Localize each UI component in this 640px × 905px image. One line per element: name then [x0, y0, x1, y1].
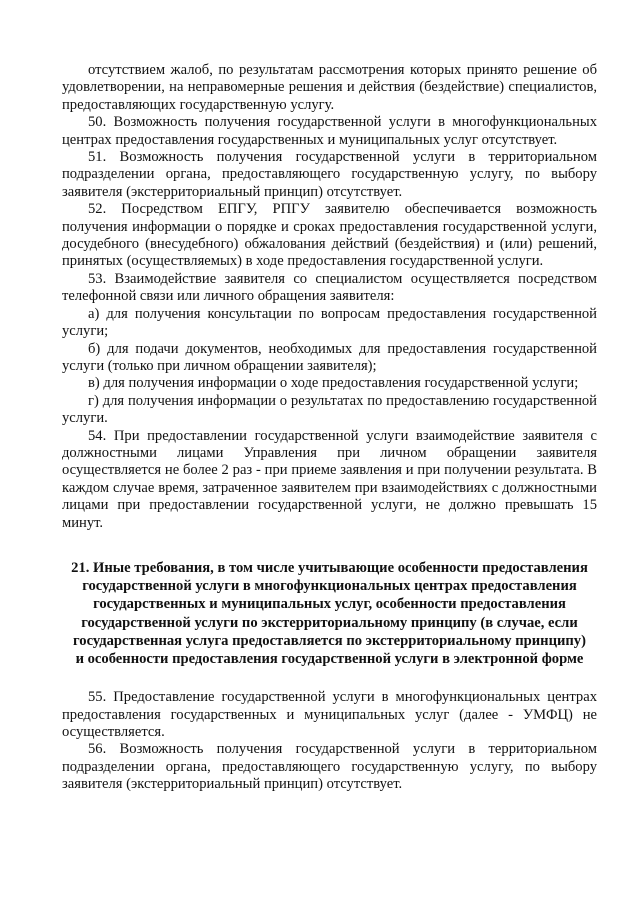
- paragraph-56: 56. Возможность получения государственной услуги в территориальном подразделении органа, предоставляющего государственную услугу, по выбору заявителя (экстерриториальный принцип) отсутствует.: [62, 741, 597, 793]
- list-item-a: а) для получения консультации по вопросам предоставления государственной услуги;: [62, 305, 597, 340]
- paragraph-51: 51. Возможность получения государственной услуги в территориальном подразделении органа, предоставляющего государственную услугу, по выбору заявителя (экстерриториальный принцип) отсутствует.: [62, 149, 597, 200]
- paragraph-continuation: отсутствием жалоб, по результатам рассмотрения которых принято решение об удовлетворении, на неправомерные решения и действия (бездействие) специалистов, предоставляющих государственную услугу.: [62, 62, 597, 113]
- section-heading: 21. Иные требования, в том числе учитывающие особенности предоставления государственной услуги в многофункциональных центрах предоставления государственных и муниципальных услуг, особенности предоставления государственной услуги по экстерриториальному принципу (в случае, если государственная услуга предоставляется по экстерриториальному принципу) и особенности предоставления государственной услуги в электронной форме: [71, 559, 588, 667]
- paragraph-53: 53. Взаимодействие заявителя со специалистом осуществляется посредством телефонной связи или личного обращения заявителя:: [62, 270, 597, 305]
- list-item-v: в) для получения информации о ходе предоставления государственной услуги;: [88, 375, 579, 392]
- list-item-b: б) для подачи документов, необходимых для предоставления государственной услуги (только при личном обращении заявителя);: [62, 340, 597, 374]
- paragraph-52: 52. Посредством ЕПГУ, РПГУ заявителю обеспечивается возможность получения информации о порядке и сроках предоставления государственной услуги, досудебного (внесудебного) обжалования действий (бездействия) и (или) решений, принятых (осуществляемых) в ходе предоставления государственной услуги.: [62, 201, 597, 270]
- document-page: [62, 62, 597, 794]
- paragraph-50: 50. Возможность получения государственной услуги в многофункциональных центрах предоставления государственных и муниципальных услуг отсутствует.: [62, 114, 597, 148]
- paragraph-54: 54. При предоставлении государственной услуги взаимодействие заявителя с должностными лицами Управления при личном обращении заявителя осуществляется не более 2 раз - при приеме заявления и при получении результата. В каждом случае время, затраченное заявителем при взаимодействиях с должностными лицами при предоставлении государственной услуги, не должно превышать 15 минут.: [62, 427, 597, 531]
- paragraph-55: 55. Предоставление государственной услуги в многофункциональных центрах предоставления государственных и муниципальных услуг (далее - УМФЦ) не осуществляется.: [62, 689, 597, 740]
- list-item-g: г) для получения информации о результатах по предоставлению государственной услуги.: [62, 392, 597, 427]
